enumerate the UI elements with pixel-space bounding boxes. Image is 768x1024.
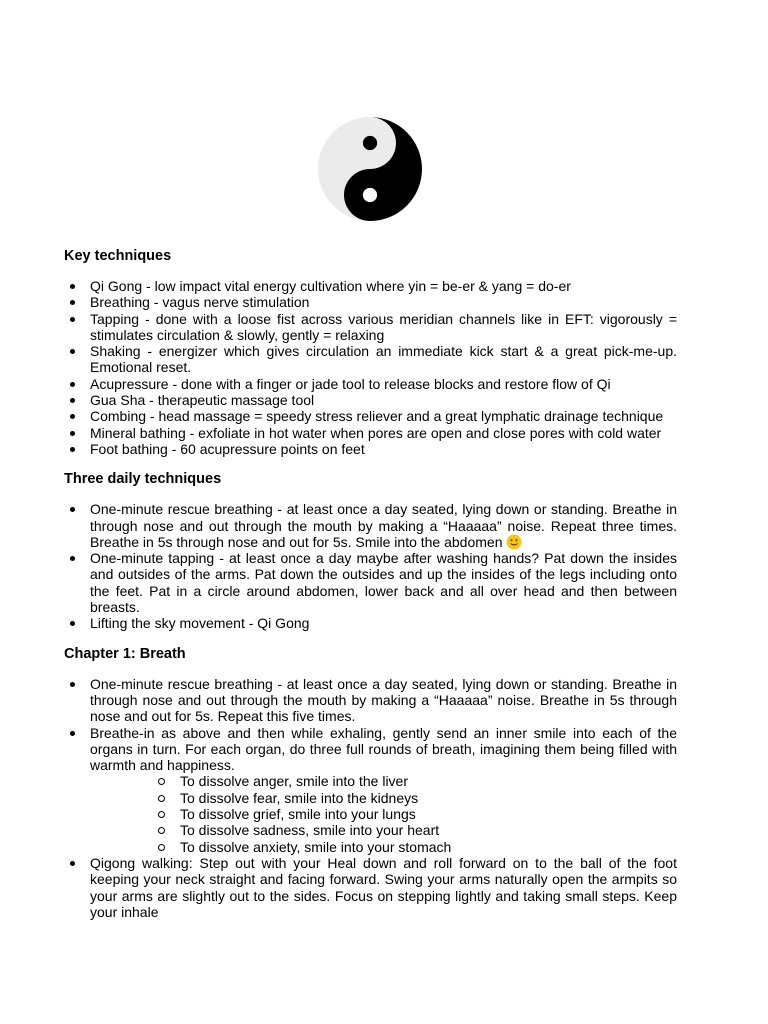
document-body bbox=[64, 246, 677, 920]
list-item: Breathing - vagus nerve stimulation bbox=[64, 294, 677, 310]
list-item: Combing - head massage = speedy stress reliever and a great lymphatic drainage technique bbox=[64, 408, 677, 424]
section-three-daily-techniques bbox=[64, 469, 677, 631]
list-item: Acupressure - done with a finger or jade tool to release blocks and restore flow of Qi bbox=[64, 376, 677, 392]
section-chapter-1-breath bbox=[64, 644, 677, 920]
list-item: Tapping - done with a loose fist across various meridian channels like in EFT: vigorously = stimulates circulation & slowly, gently = relaxing bbox=[64, 311, 677, 344]
list-item: Mineral bathing - exfoliate in hot water when pores are open and close pores with cold water bbox=[64, 425, 677, 441]
list-item bbox=[64, 501, 677, 550]
list-item: Shaking - energizer which gives circulation an immediate kick start & a great pick-me-up. Emotional reset. bbox=[64, 343, 677, 376]
list-item: Lifting the sky movement - Qi Gong bbox=[64, 615, 677, 631]
list-item: Foot bathing - 60 acupressure points on feet bbox=[64, 441, 677, 457]
section-heading: Chapter 1: Breath bbox=[64, 645, 186, 662]
bullet-list bbox=[64, 501, 677, 631]
sub-list-item: To dissolve fear, smile into the kidneys bbox=[180, 790, 677, 806]
sub-bullet-list bbox=[64, 773, 677, 854]
section-key-techniques bbox=[64, 246, 677, 457]
yin-yang-icon bbox=[317, 116, 423, 222]
bullet-list bbox=[64, 278, 677, 457]
list-item: Qigong walking: Step out with your Heal down and roll forward on to the ball of the foot keeping your neck straight and facing forward. Swing your arms naturally open the armpits so your arms are slightly out to the sides. Focus on stepping lightly and taking small steps. Keep your inhale bbox=[64, 855, 677, 920]
sub-list-item: To dissolve sadness, smile into your heart bbox=[180, 822, 677, 838]
list-item-text: One-minute rescue breathing - at least once a day seated, lying down or standing. Breathe in through nose and out through the mouth by making a “Haaaaa” noise. Repeat three times. Breathe in 5s through nose and out for 5s. Smile into the abdomen bbox=[90, 501, 677, 550]
list-item: One-minute rescue breathing - at least once a day seated, lying down or standing. Breathe in through nose and out through the mouth by making a “Haaaaa” noise. Breathe in 5s through nose and out for 5s. Repeat this five times. bbox=[64, 676, 677, 725]
list-item: Gua Sha - therapeutic massage tool bbox=[64, 392, 677, 408]
sub-list-item: To dissolve grief, smile into your lungs bbox=[180, 806, 677, 822]
bullet-list bbox=[64, 676, 677, 774]
list-item: One-minute tapping - at least once a day maybe after washing hands? Pat down the insides and outsides of the arms. Pat down the outsides and up the insides of the legs including onto the feet. Pat in a circle around abdomen, lower back and all over head and then between breasts. bbox=[64, 550, 677, 615]
list-item-text: Breathe-in as above and then while exhaling, gently send an inner smile into each of the organs in turn. For each organ, do three full rounds of breath, imagining them being filled with warmth and happiness. bbox=[90, 724, 677, 774]
section-heading: Key techniques bbox=[64, 248, 172, 264]
section-heading: Three daily techniques bbox=[64, 471, 222, 488]
list-item bbox=[64, 725, 677, 774]
sub-list-item: To dissolve anger, smile into the liver bbox=[180, 773, 677, 789]
slightly-smiling-face-icon bbox=[506, 534, 522, 550]
bullet-list bbox=[64, 855, 677, 920]
list-item: Qi Gong - low impact vital energy cultivation where yin = be-er & yang = do-er bbox=[64, 278, 677, 294]
sub-list-item: To dissolve anxiety, smile into your stomach bbox=[180, 839, 677, 855]
